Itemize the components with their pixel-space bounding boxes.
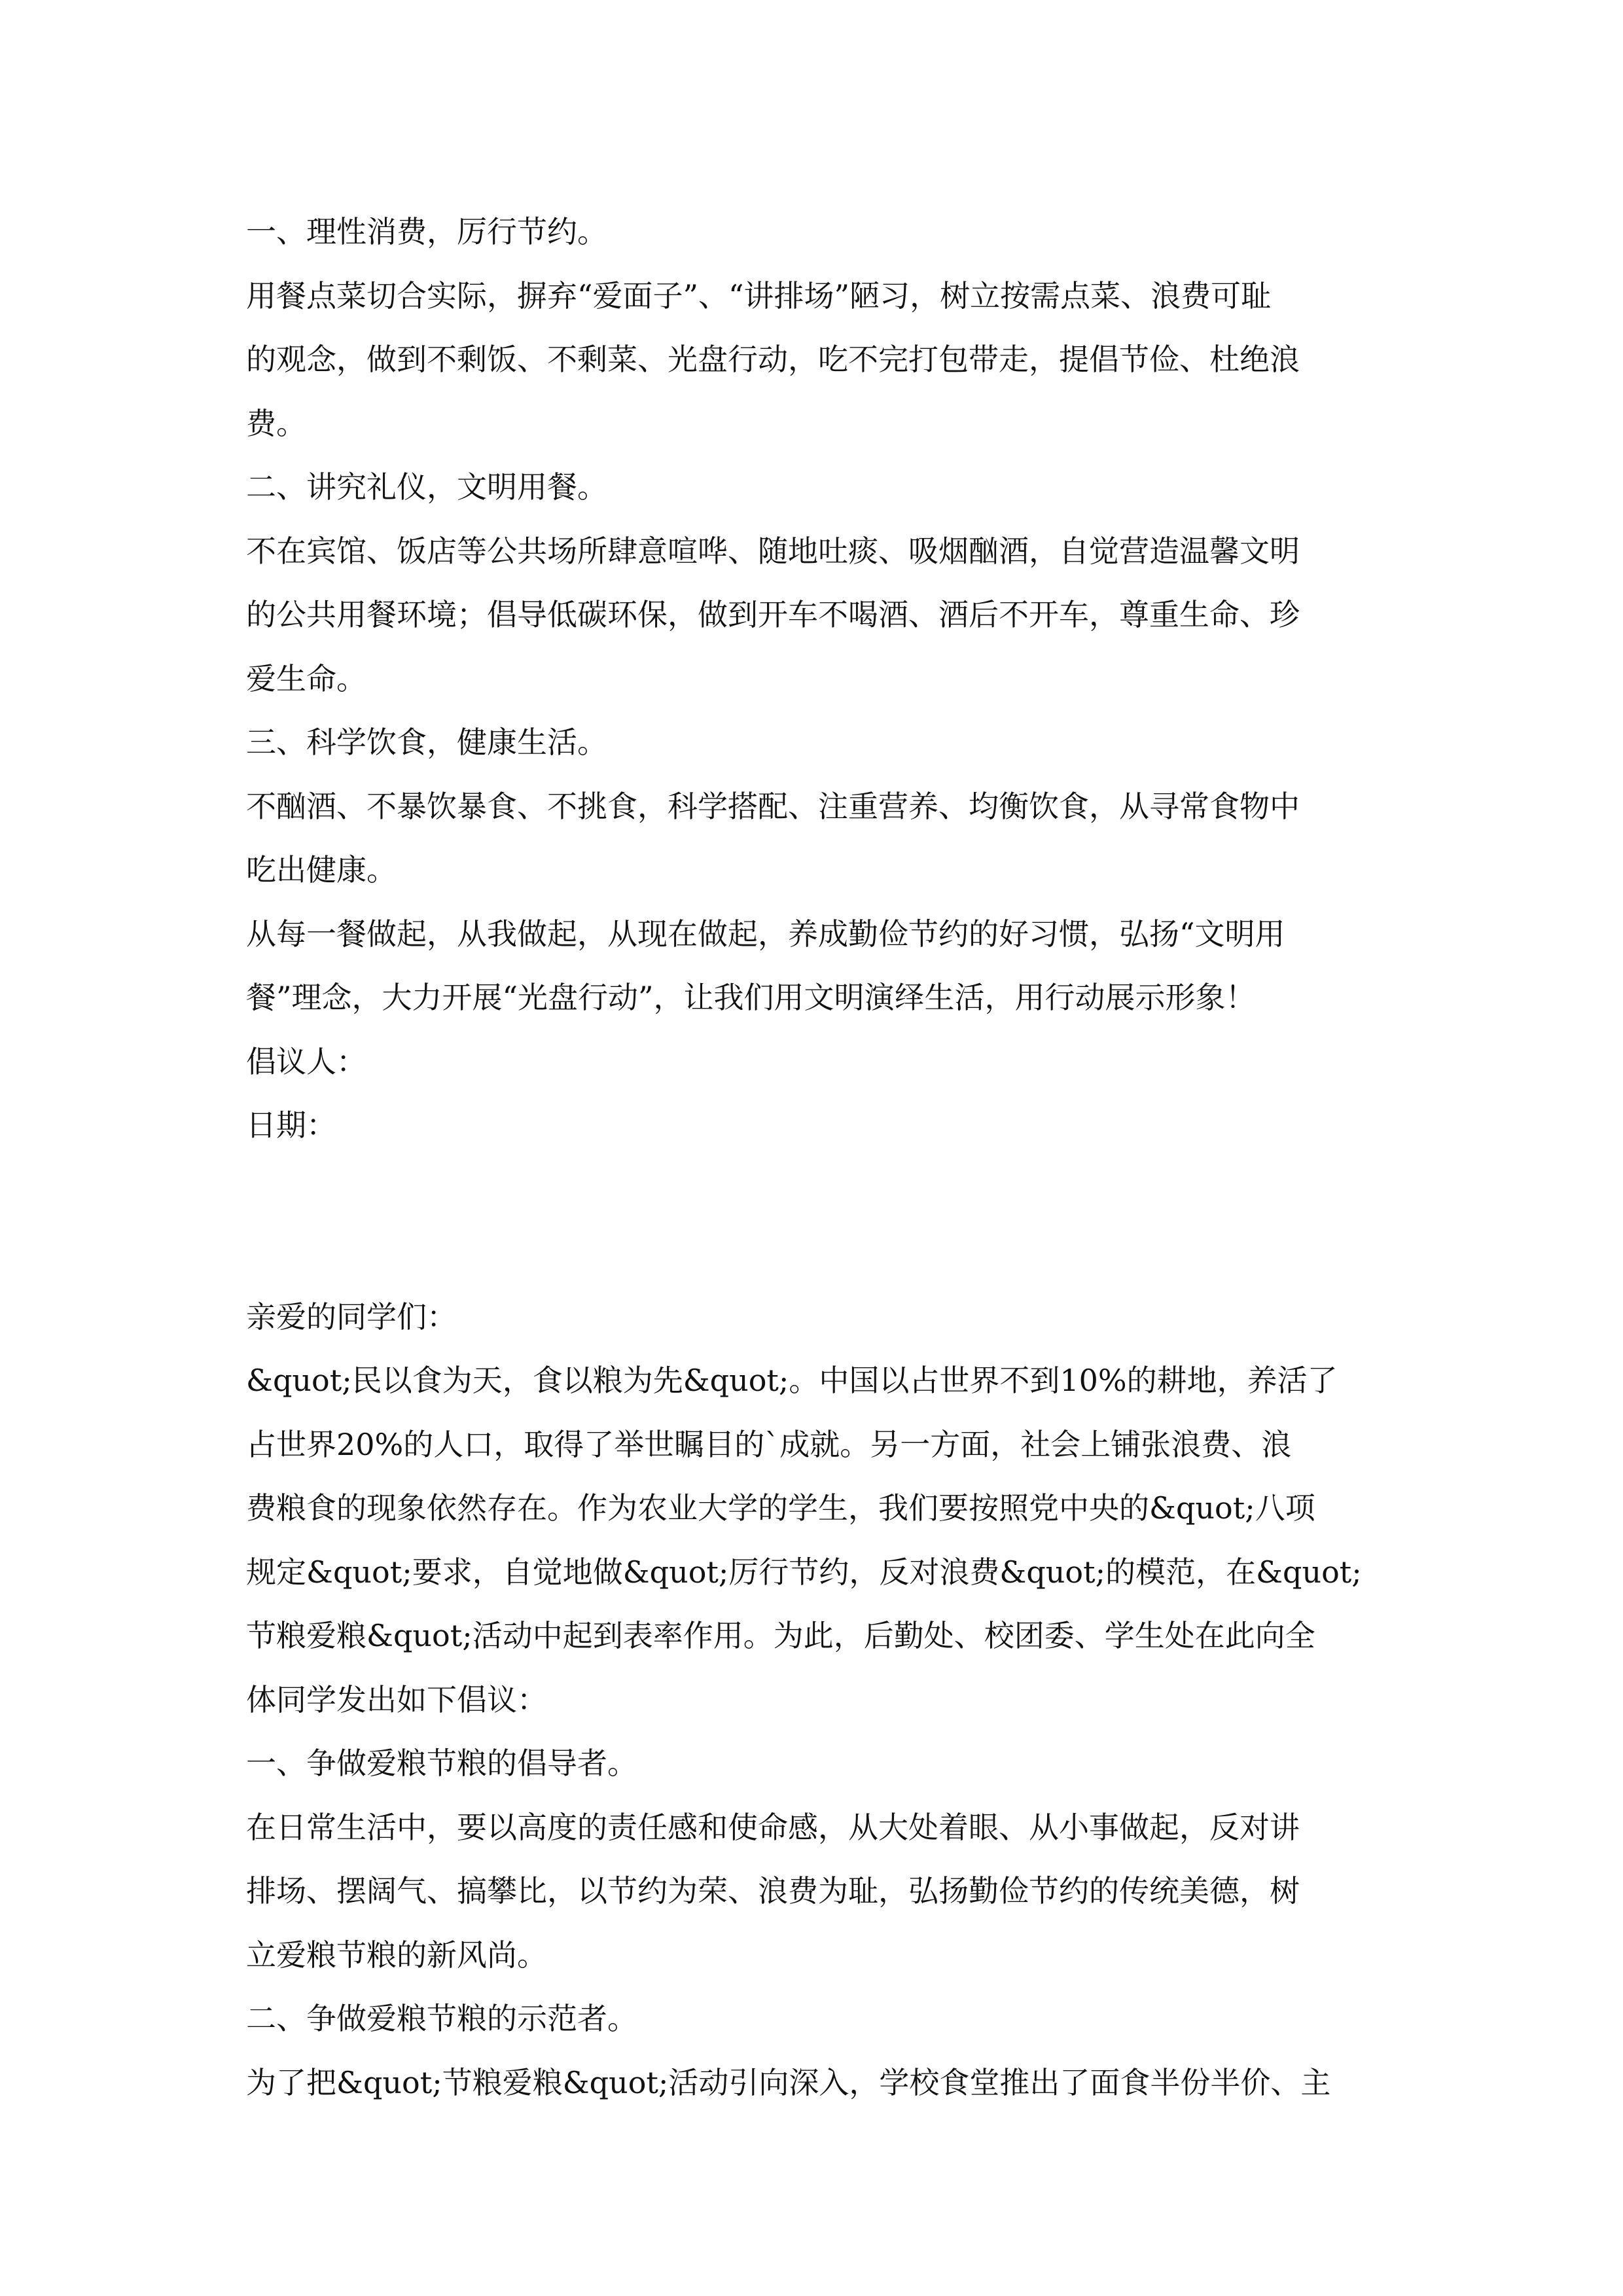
paragraph-line: 用餐点菜切合实际，摒弃“爱面子”、“讲排场”陋习，树立按需点菜、浪费可耻 [246, 278, 1272, 314]
paragraph-line: 立爱粮节粮的新风尚。 [246, 1937, 547, 1973]
date-label: 日期： [246, 1107, 336, 1143]
section-heading-b1: 一、争做爱粮节粮的倡导者。 [246, 1746, 637, 1781]
paragraph-line: 不酗酒、不暴饮暴食、不挑食，科学搭配、注重营养、均衡饮食，从寻常食物中 [246, 788, 1300, 824]
section-heading-b2: 二、争做爱粮节粮的示范者。 [246, 2001, 637, 2036]
section-gap [246, 1158, 1378, 1285]
paragraph-line: 规定&quot;要求，自觉地做&quot;厉行节约，反对浪费&quot;的模范，在&quot; [246, 1554, 1362, 1590]
paragraph-line: 为了把&quot;节粮爱粮&quot;活动引向深入，学校食堂推出了面食半份半价、主 [246, 2064, 1331, 2100]
paragraph-line: 不在宾馆、饭店等公共场所肆意喧哗、随地吐痰、吸烟酗酒，自觉营造温馨文明 [246, 533, 1300, 569]
paragraph-line: 在日常生活中，要以高度的责任感和使命感，从大处着眼、从小事做起，反对讲 [246, 1809, 1300, 1845]
paragraph-line: 占世界20%的人口，取得了举世瞩目的`成就。另一方面，社会上铺张浪费、浪 [246, 1426, 1292, 1462]
section-heading-3: 三、科学饮食，健康生活。 [246, 725, 607, 760]
section-heading-1: 一、理性消费，厉行节约。 [246, 214, 607, 249]
paragraph-line: 餐”理念，大力开展“光盘行动”，让我们用文明演绎生活，用行动展示形象！ [246, 980, 1256, 1015]
paragraph-line: 节粮爱粮&quot;活动中起到表率作用。为此，后勤处、校团委、学生处在此向全 [246, 1618, 1315, 1653]
section-heading-2: 二、讲究礼仪，文明用餐。 [246, 469, 607, 505]
paragraph-line: 体同学发出如下倡议： [246, 1681, 547, 1717]
paragraph-line: 爱生命。 [246, 660, 366, 696]
salutation: 亲爱的同学们： [246, 1299, 457, 1335]
paragraph-line: 费。 [246, 405, 306, 441]
paragraph-line: 排场、摆阔气、搞攀比，以节约为荣、浪费为耻，弘扬勤俭节约的传统美德，树 [246, 1873, 1300, 1909]
paragraph-line: 从每一餐做起，从我做起，从现在做起，养成勤俭节约的好习惯，弘扬“文明用 [246, 916, 1285, 952]
paragraph-line: &quot;民以食为天，食以粮为先&quot;。中国以占世界不到10%的耕地，养活了 [246, 1363, 1338, 1398]
paragraph-line: 费粮食的现象依然存在。作为农业大学的学生，我们要按照党中央的&quot;八项 [246, 1490, 1315, 1526]
paragraph-line: 的公共用餐环境；倡导低碳环保，做到开车不喝酒、酒后不开车，尊重生命、珍 [246, 597, 1300, 632]
paragraph-line: 的观念，做到不剩饭、不剩菜、光盘行动，吃不完打包带走，提倡节俭、杜绝浪 [246, 342, 1300, 377]
paragraph-line: 吃出健康。 [246, 852, 397, 888]
document-body [246, 200, 1378, 2115]
proposer-label: 倡议人： [246, 1043, 366, 1079]
